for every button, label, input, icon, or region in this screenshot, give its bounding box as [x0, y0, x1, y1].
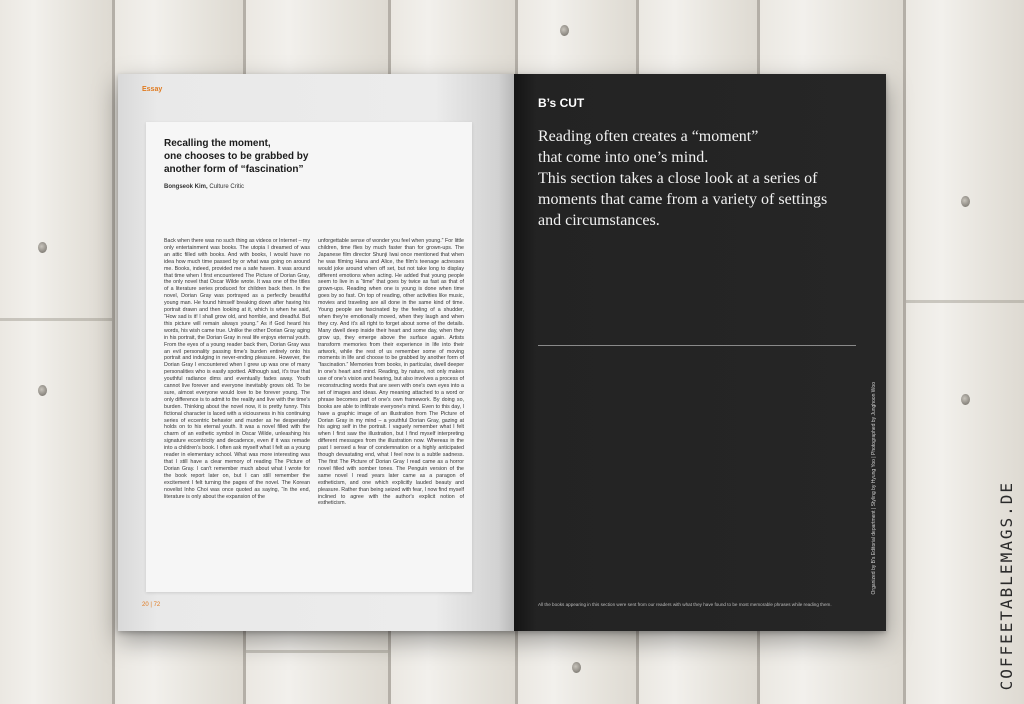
credits — [868, 284, 880, 594]
nail-head — [38, 242, 47, 253]
horizontal-rule — [538, 345, 856, 346]
nail-head — [961, 394, 970, 405]
article-column-2: unforgettable sense of wonder you feel when young.” For little children, time flies by much faster than for grown-ups. The Japanese film director Shunji Iwai once mentioned that when he was filming Hana and Alice, the film's teenage actresses would joke around when off set, but not take long to display different emotions when acting. He added that young people seem to live in a “time” that goes by twice as fast as that of grown-ups. Reading when one is young is done when time goes by so fast. On top of reading, other activities like music, movies and traveling are all done in the same kind of time. Young people are fascinated by the feeling of a shudder, when they're emotionally moved, when they laugh and when they cry. And it's all right to forget about some of the details. Many dwell deep inside their heart and some day, when they grow up, they emerge above the surface again. Artists transform memories from their experience in life into their artwork, while the rest of us remember some of moving moments in life and choose to be grabbed by another form of “fascination.” Memories from books, in particular, dwell deeper in one's heart and mind. Reading, by nature, not only makes use of one's vision and hearing, but also involves a process of reconstructing words that are seen with one's own eyes into a set of images and ideas. Any meaning attached to a word or phrase becomes part of one's own framework. By doing so, books are able to infiltrate everyone's mind. Even to this day, I have a graphic image of an illustration from The Picture of Dorian Gray in my mind – a youthful Dorian Gray, gazing at his aging self in the portrait. I vaguely remember what I felt when I first saw the illustration, but I find myself interpreting different messages from the illustration now. Whereas in the past I sensed a fear of condemnation or a highly anticipated though devastating end, what I feel now is a subtle sadness. The first The Picture of Dorian Gray I read came as a horror novel filled with somber tones. The Penguin version of the same novel I read years later came as a paragon of estheticism, and one which explicitly lauded beauty and pleasure. Rather than being seized with fear, I now find myself inclined to agree with the author's explicit notion of estheticism. — [318, 238, 464, 507]
page-number: 20 | 72 — [142, 602, 161, 608]
footnote: All the books appearing in this section were sent from our readers with what they have found to be most memorable phrases while reading them. — [538, 602, 832, 607]
plank-gap — [903, 0, 906, 704]
nail-head — [38, 385, 47, 396]
article-panel — [146, 122, 472, 592]
nail-head — [572, 662, 581, 673]
wood-plank — [0, 0, 112, 704]
section-title: B’s CUT — [538, 96, 585, 110]
magazine-spread — [118, 74, 886, 631]
right-page — [514, 74, 886, 631]
watermark-text: COFFEETABLEMAGS.DE — [996, 480, 1016, 690]
article-headline: Recalling the moment, one chooses to be grabbed by another form of “fascination” — [164, 138, 309, 175]
byline-role: Culture Critic — [207, 184, 245, 190]
left-page — [118, 74, 514, 631]
lead-text: Reading often creates a “moment” that come into one’s mind. This section takes a close look at a series of moments that came from a variety of settings and circumstances. — [538, 128, 828, 229]
byline-name: Bongseok Kim, — [164, 184, 208, 190]
plank-gap — [112, 0, 115, 704]
nail-head — [961, 196, 970, 207]
byline — [164, 184, 244, 190]
credits-text: Organized by B's Editorial department | Styling by Hyung Yoo | Photographed by Junghoon Woo — [871, 381, 877, 594]
article-column-1: Back when there was no such thing as videos or Internet – my only entertainment was books. The utopia I dreamed of was an attic filled with books. And with books, I would have no idea how much time passed by or what was going on around me. Books, indeed, provided me a safe haven. It was around that time when I first encountered The Picture of Dorian Gray, the only novel that Oscar Wilde wrote. It was one of the titles of a literature series produced for children back then. In the novel, Dorian Gray was portrayed as a perfectly beautiful young man. He found himself breaking down after having his portrait drawn and then looking at it, which is when he said, “How sad is it! I shall grow old, and horrible, and dreadful. But this picture will remain always young.” As if God heard his words, his wish came true. Unlike the other Dorian Gray aging in his portrait, the Dorian Gray in real life enjoys eternal youth. From the eyes of a young reader back then, Dorian Gray was an evil personality passing time's burden entirely onto his portrait and indulging in never-ending pleasure. However, the Dorian Gray I encountered when I grew up was one of many personalities who is easily spotted. Although sad, it's true that youthful radiance dims and eventually fades away. Youth cannot live forever and everyone inevitably grows old. To be sure, almost everyone would love to be forever young. The only difference is to admit to the reality and live with the time's burden. Thinking about the novel now, it is pretty funny. This fictional character is laced with a viciousness in his continuing series of eccentric behavior and murder as he desperately holds on to his eternal youth. It was a novel filled with the charm of an esthetic symbol in Oscar Wilde, unleashing his signature eccentricity and decadence, even if it was remade into a children's book. I often ask myself what I felt as a young reader in elementary school. What was more interesting was that I still have a clear memory of reading The Picture of Dorian Gray. I can't remember much about what I wrote for the book report later on, but I can still remember the excitement I felt turning the pages of the novel. The Korean novelist Inho Choi was once quoted as saying, “In the end, literature is only about the expansion of the — [164, 238, 310, 500]
section-label: Essay — [142, 86, 163, 93]
nail-head — [560, 25, 569, 36]
plank-joint — [0, 318, 112, 321]
plank-joint — [246, 650, 388, 653]
watermark — [994, 290, 1018, 690]
